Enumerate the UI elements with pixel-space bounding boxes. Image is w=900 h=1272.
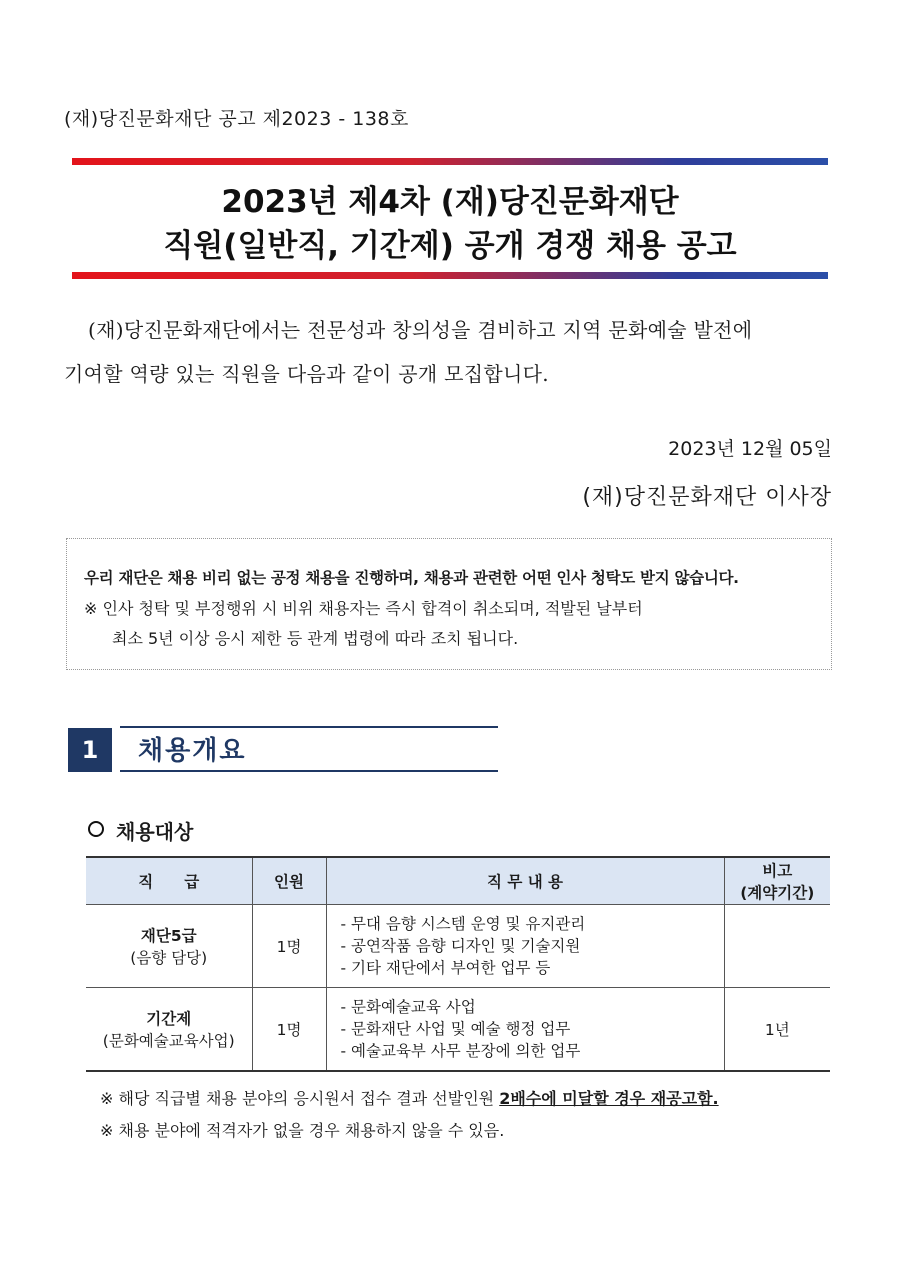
fair-hiring-statement: 우리 재단은 채용 비리 없는 공정 채용을 진행하며, 채용과 관련한 어떤 인사 청탁도 받지 않습니다. [84, 569, 739, 587]
issuer-name: (재)당진문화재단 이사장 [582, 485, 832, 510]
duty-item: - 기타 재단에서 부여한 업무 등 [340, 959, 551, 977]
title-bottom-bar [72, 272, 828, 279]
row-note: 1년 [724, 988, 830, 1072]
title-line-2: 직원(일반직, 기간제) 공개 경쟁 채용 공고 [163, 228, 737, 264]
section-number-badge: 1 [68, 728, 112, 772]
section-bottom-rule [120, 770, 498, 772]
intro-line-1: (재)당진문화재단에서는 전문성과 창의성을 겸비하고 지역 문화예술 발전에 [88, 318, 753, 342]
header-grade: 직 급 [86, 857, 252, 905]
row-note [724, 905, 830, 988]
grade-title: 재단5급 [140, 927, 197, 945]
penalty-note-line-1: ※ 인사 청탁 및 부정행위 시 비위 채용자는 즉시 합격이 취소되며, 적발된 날부터 [84, 599, 643, 618]
section-top-rule [120, 726, 498, 728]
duty-item: - 공연작품 음향 디자인 및 기술지원 [340, 937, 581, 955]
row-grade [86, 988, 252, 1072]
header-note [724, 857, 830, 905]
grade-subtitle: (음향 담당) [130, 949, 208, 967]
circle-bullet-icon [88, 821, 104, 837]
footnote-no-qualified: ※ 채용 분야에 적격자가 없을 경우 채용하지 않을 수 있음. [100, 1121, 505, 1140]
duty-item: - 예술교육부 사무 분장에 의한 업무 [340, 1042, 581, 1060]
row-duties [326, 905, 724, 988]
penalty-note-line-2: 최소 5년 이상 응시 제한 등 관계 법령에 따라 조치 됩니다. [112, 629, 519, 648]
duty-item: - 문화재단 사업 및 예술 행정 업무 [340, 1020, 571, 1038]
header-count: 인원 [252, 857, 326, 905]
subheading-recruitment-target [88, 816, 193, 845]
row-duties [326, 988, 724, 1072]
row-count: 1명 [252, 905, 326, 988]
duty-item: - 무대 음향 시스템 운영 및 유지관리 [340, 915, 586, 933]
row-count: 1명 [252, 988, 326, 1072]
intro-paragraph [64, 308, 844, 396]
grade-subtitle: (문화예술교육사업) [102, 1032, 235, 1050]
section-title: 채용개요 [138, 736, 247, 766]
recruitment-table [86, 856, 830, 1072]
footnote-reannouncement [100, 1086, 719, 1109]
table-row [86, 988, 830, 1072]
header-duties: 직 무 내 용 [326, 857, 724, 905]
announcement-date: 2023년 12월 05일 [668, 438, 832, 460]
grade-title: 기간제 [146, 1010, 192, 1028]
table-row [86, 905, 830, 988]
notice-number: (재)당진문화재단 공고 제2023 - 138호 [64, 108, 409, 130]
footnote-1-text: ※ 해당 직급별 채용 분야의 응시원서 접수 결과 선발인원 [100, 1089, 500, 1108]
table-header-row [86, 857, 830, 905]
header-note-sub: (계약기간) [740, 884, 815, 902]
subheading-label: 채용대상 [116, 820, 194, 844]
header-note-label: 비고 [762, 862, 793, 880]
duty-item: - 문화예술교육 사업 [340, 998, 476, 1016]
title-line-1: 2023년 제4차 (재)당진문화재단 [221, 184, 679, 220]
title-top-bar [72, 158, 828, 165]
row-grade [86, 905, 252, 988]
intro-line-2: 기여할 역량 있는 직원을 다음과 같이 공개 모집합니다. [64, 362, 549, 386]
footnote-1-emphasis: 2배수에 미달할 경우 재공고함. [499, 1089, 719, 1108]
